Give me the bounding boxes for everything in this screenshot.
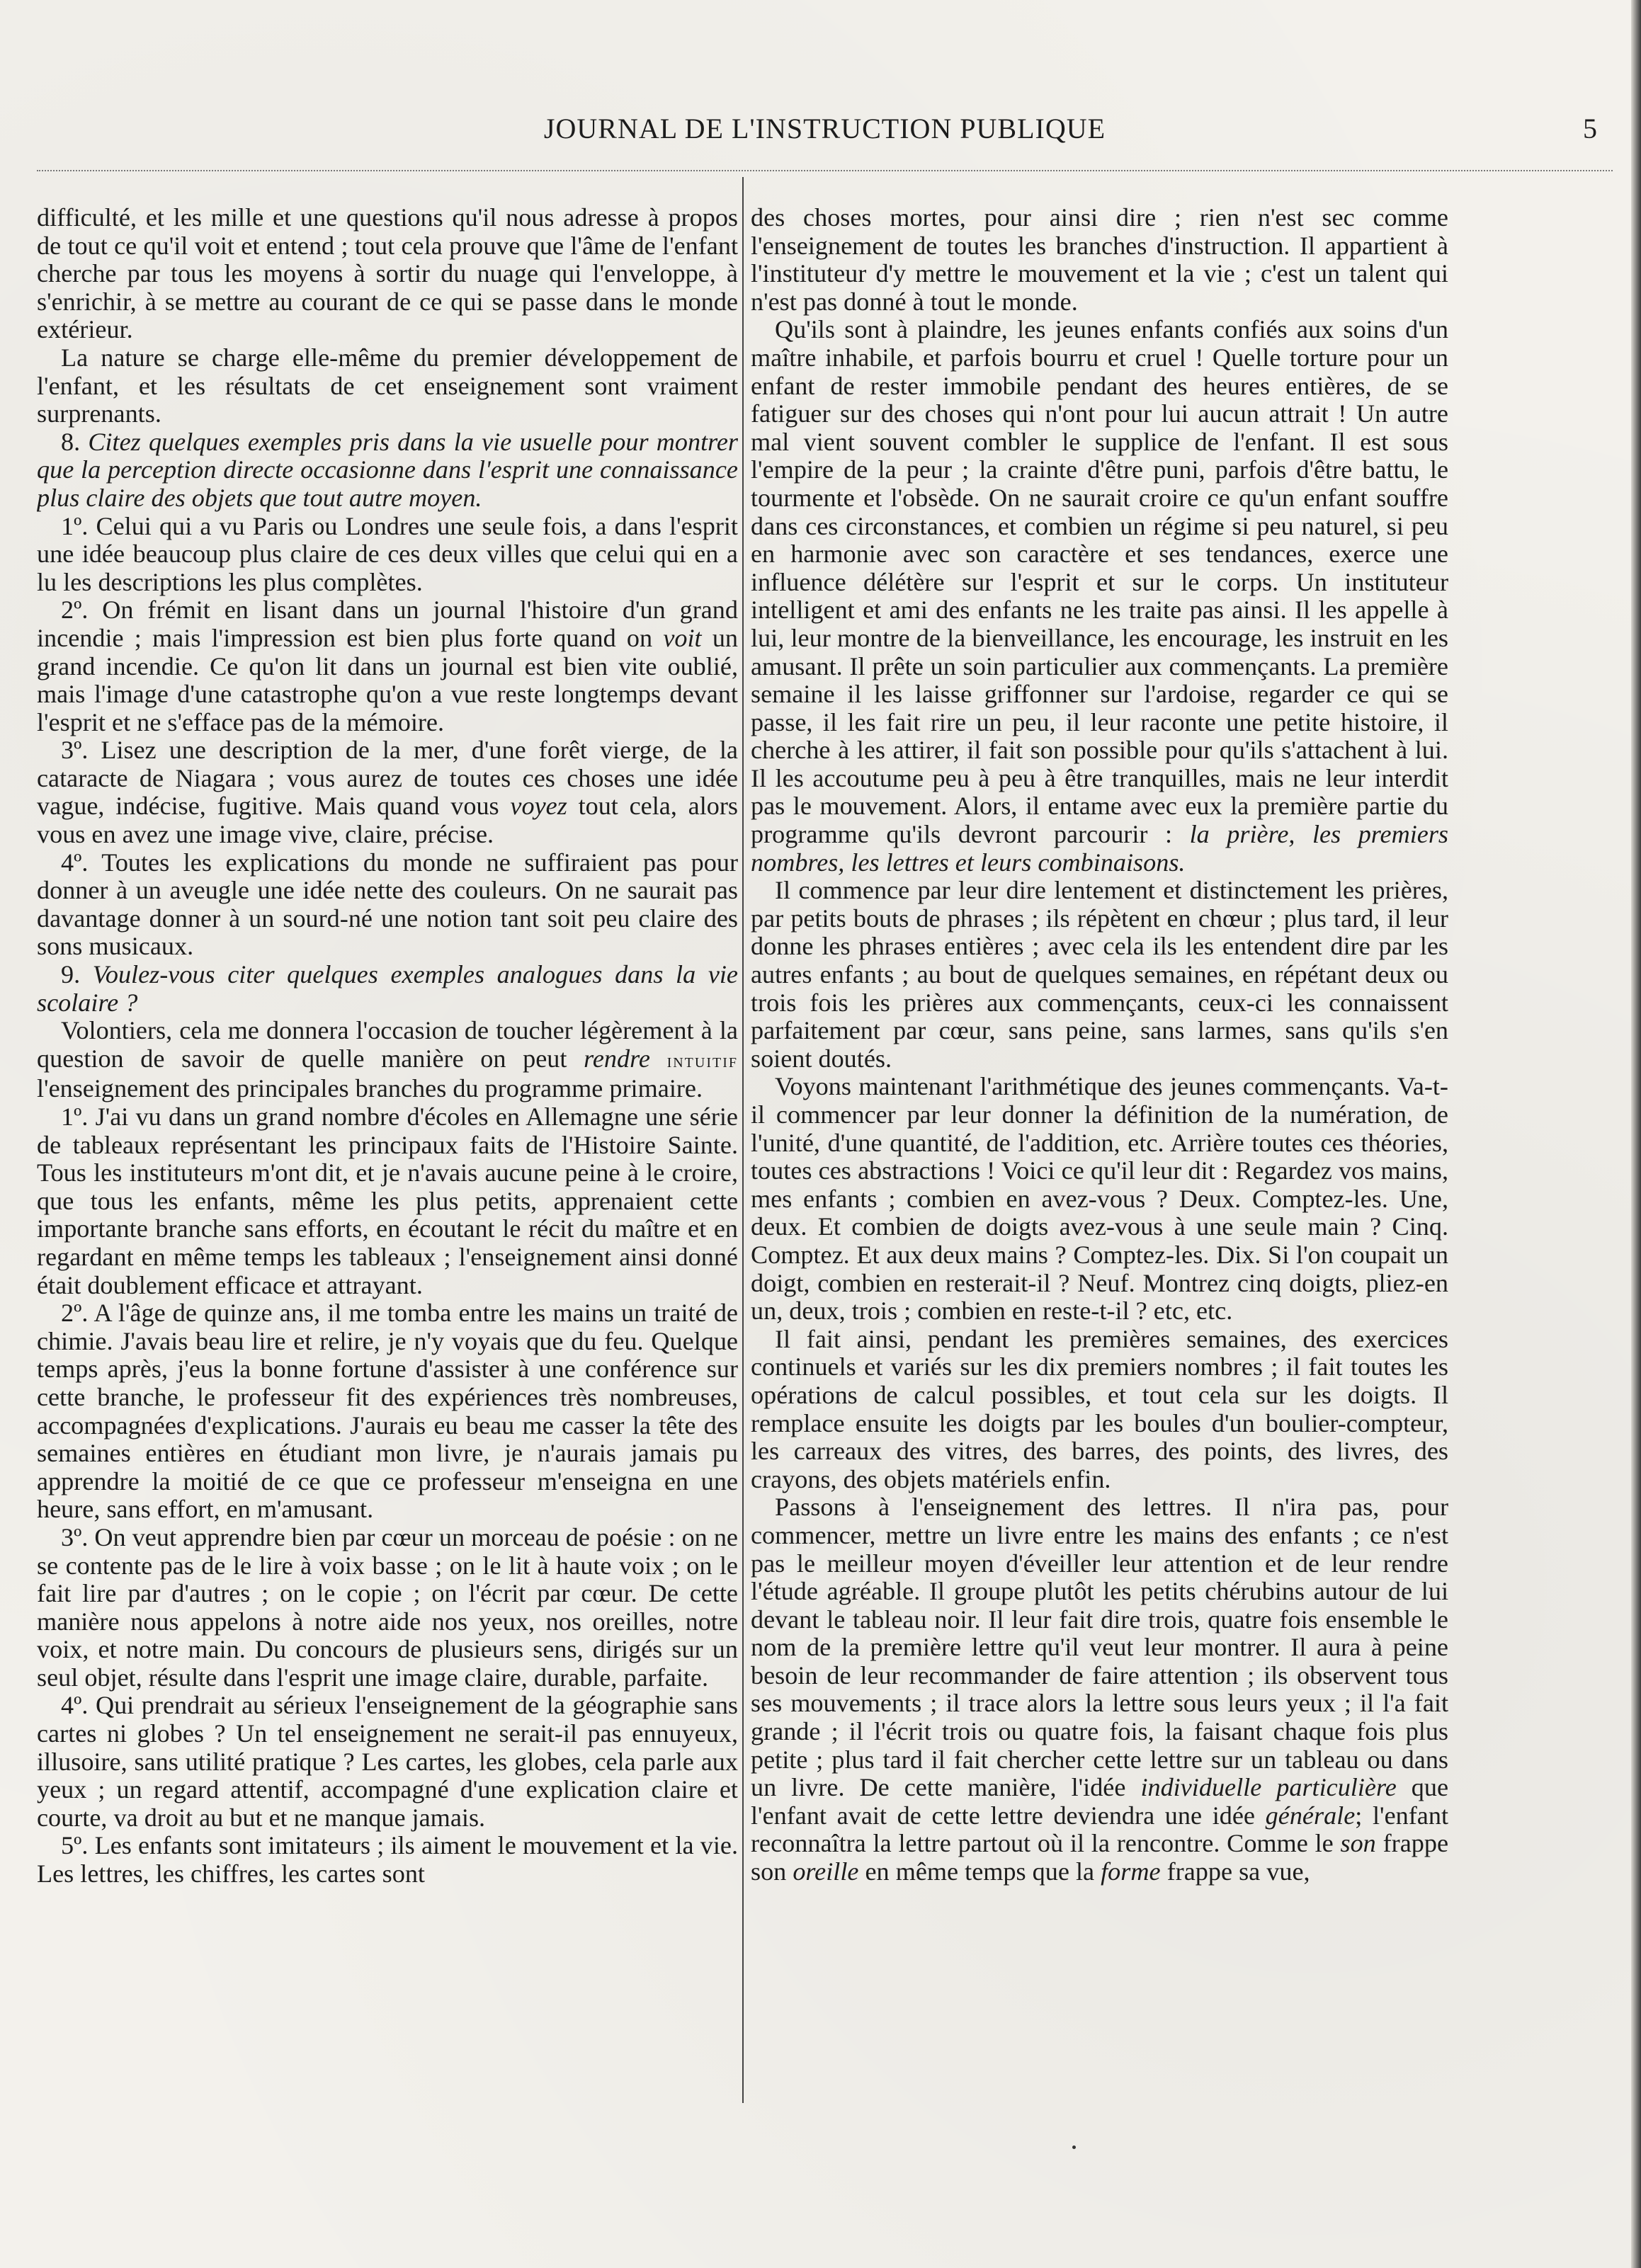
answer-item xyxy=(37,736,738,848)
header-rule xyxy=(37,170,1613,171)
answer-item: 4º. Qui prendrait au sérieux l'enseignement de la géographie sans cartes ni globes ? Un tel enseignement ne serait-il pas ennuyeux, illusoire, sans utilité pratique ? Les cartes, les globes, cela parle aux yeux ; un regard attentif, accompagné d'une explication claire et courte, va droit au but et ne manque jamais. xyxy=(37,1691,738,1832)
small-caps-word: intuitif xyxy=(666,1049,738,1072)
text-run: 2º. On frémit en lisant dans un journal l'histoire d'un grand incendie ; mais l'impression est bien plus forte quand on xyxy=(37,596,738,652)
emphasis: forme xyxy=(1101,1857,1161,1886)
left-column xyxy=(37,204,738,2109)
answer-item xyxy=(37,1017,738,1103)
answer-item: 3º. On veut apprendre bien par cœur un morceau de poésie : on ne se contente pas de le lire à voix basse ; on le lit à haute voix ; on le fait lire par d'autres ; on le copie ; on l'écrit par cœur. De cette manière nous appelons à notre aide nos yeux, nos oreilles, notre voix, et notre main. Du concours de plusieurs sens, dirigés sur un seul objet, résulte dans l'esprit une image claire, durable, parfaite. xyxy=(37,1522,738,1692)
answer-item: 4º. Toutes les explications du monde ne suffiraient pas pour donner à un aveugle une idée nette des couleurs. On ne saurait pas davantage donner à un sourd-né une notion tant soit peu claire des sons musicaux. xyxy=(37,848,738,961)
emphasis: rendre xyxy=(584,1044,650,1073)
text-run: frappe sa vue, xyxy=(1166,1857,1310,1886)
paragraph: difficulté, et les mille et une questions qu'il nous adresse à propos de tout ce qu'il voit et entend ; tout cela prouve que l'âme de l'enfant cherche par tous les moyens à sortir du nuage qui l'enveloppe, à s'enrichir, à se mettre au courant de ce qui se passe dans le monde extérieur. xyxy=(37,204,738,344)
emphasis: voyez xyxy=(510,792,567,821)
question-number: 9. xyxy=(61,960,81,989)
emphasis: son xyxy=(1340,1829,1376,1858)
text-run: que l'enfant avait de cette lettre deviendra une idée xyxy=(751,1773,1448,1830)
answer-item: 2º. A l'âge de quinze ans, il me tomba entre les mains un traité de chimie. J'avais beau lire et relire, je n'y voyais que du feu. Quelque temps après, j'eus la bonne fortune d'assister à une conférence sur cette branche, le professeur fit des expériences très nombreuses, accompagnées d'explications. J'aurais eu beau me casser la tête des semaines entières en étudiant mon livre, je n'aurais jamais pu apprendre la moitié de ce que ce professeur m'enseigna en une heure, sans effort, en m'amusant. xyxy=(37,1299,738,1524)
question-number: 8. xyxy=(61,427,81,456)
emphasis: individuelle particulière xyxy=(1140,1773,1397,1802)
question-text: Voulez-vous citer quelques exemples analogues dans la vie scolaire ? xyxy=(37,960,738,1017)
page-number: 5 xyxy=(1583,113,1597,144)
emphasis: la prière, les premiers nombres, les lettres et leurs combinaisons. xyxy=(751,820,1448,877)
text-run: Qu'ils sont à plaindre, les jeunes enfants confiés aux soins d'un maître inhabile, et parfois bourru et cruel ! Quelle torture pour un enfant de rester immobile pendant des heures entières, de se fatiguer sur des choses qui n'ont pour lui aucun attrait ! Un autre mal vient souvent combler le supplice de l'enfant. Il est sous l'empire de la peur ; la crainte d'être puni, parfois d'être battu, le tourmente et l'obsède. On ne saurait croire ce qu'un enfant souffre dans ces circonstances, et combien un régime si peu naturel, si peu en harmonie avec son caractère et ses tendances, exerce une influence délétère sur l'esprit et sur le corps. Un instituteur intelligent et ami des enfants ne les traite pas ainsi. Il les appelle à lui, leur montre de la bienveillance, les encourage, les instruit en les amusant. Il prête un soin particulier aux commençants. La première semaine il les laisse griffonner sur l'ardoise, regarder ce qui se passe, il les fait rire un peu, il leur raconte une petite histoire, il cherche à les attirer, il fait son possible pour qu'ils s'attachent à lui. Il les accoutume peu à peu à être tranquilles, mais ne leur interdit pas le mouvement. Alors, il entame avec eux la première partie du programme qu'ils devront parcourir : xyxy=(751,315,1448,849)
emphasis: oreille xyxy=(793,1857,859,1886)
answer-item xyxy=(37,596,738,736)
column-divider xyxy=(742,177,744,2103)
text-run: en même temps que la xyxy=(865,1857,1095,1886)
question-text: Citez quelques exemples pris dans la vie usuelle pour montrer que la perception directe occasionne dans l'esprit une connaissance plus claire des objets que tout autre moyen. xyxy=(37,427,738,512)
paragraph xyxy=(751,316,1448,877)
text-run: 3º. Lisez une description de la mer, d'une forêt vierge, de la cataracte de Niagara ; vous aurez de toutes ces choses une idée vague, indécise, fugitive. Mais quand vous xyxy=(37,736,738,821)
question-9 xyxy=(37,961,738,1017)
ink-speck xyxy=(1072,2146,1076,2149)
answer-item: 1º. J'ai vu dans un grand nombre d'écoles en Allemagne une série de tableaux représentant les principaux faits de l'Histoire Sainte. Tous les instituteurs m'ont dit, et je n'avais aucune peine à le croire, que tous les enfants, même les plus petits, apprenaient cette importante branche sans efforts, en écoutant le récit du maître et en regardant en même temps les tableaux ; l'enseignement ainsi donné était doublement efficace et attrayant. xyxy=(37,1102,738,1299)
emphasis: générale xyxy=(1265,1801,1356,1830)
text-run: frappe son xyxy=(751,1829,1448,1886)
right-column xyxy=(751,204,1448,2109)
text-run: l'enseignement des principales branches du programme primaire. xyxy=(37,1074,703,1103)
journal-title: JOURNAL DE L'INSTRUCTION PUBLIQUE xyxy=(543,113,1106,144)
paragraph: Voyons maintenant l'arithmétique des jeunes commençants. Va-t-il commencer par leur donner la définition de la numération, de l'unité, d'une quantité, de l'addition, etc. Arrière toutes ces théories, toutes ces abstractions ! Voici ce qu'il leur dit : Regardez vos mains, mes enfants ; combien en avez-vous ? Deux. Comptez-les. Une, deux. Et combien de doigts avez-vous à une seule main ? Cinq. Comptez. Et aux deux mains ? Comptez-les. Dix. Si l'on coupait un doigt, combien en resterait-il ? Neuf. Montrez cinq doigts, pliez-en un, deux, trois ; combien en reste-t-il ? etc, etc. xyxy=(751,1072,1448,1326)
text-run: Volontiers, cela me donnera l'occasion de toucher légèrement à la question de savoir de quelle manière on peut xyxy=(37,1016,738,1073)
question-8 xyxy=(37,428,738,513)
text-run: un grand incendie. Ce qu'on lit dans un journal est bien vite oublié, mais l'image d'une catastrophe qu'on a vue reste longtemps devant l'esprit et ne s'efface pas de la mémoire. xyxy=(37,623,738,736)
text-run: Passons à l'enseignement des lettres. Il n'ira pas, pour commencer, mettre un livre entre les mains des enfants ; ce n'est pas le meilleur moyen d'éveiller leur attention et de leur rendre l'étude agréable. Il groupe plutôt les petits chérubins autour de lui devant le tableau noir. Il leur fait dire trois, quatre fois ensemble le nom de la première lettre qu'il veut leur montrer. Il aura à peine besoin de leur recommander de faire attention ; ils observent tous ses mouvements ; il trace alors la lettre sous leurs yeux ; il l'a fait grande ; il l'écrit trois ou quatre fois, la faisant chaque fois plus petite ; plus tard il fait chercher cette lettre sur un tableau ou dans un livre. De cette manière, l'idée xyxy=(751,1493,1448,1802)
answer-item: 1º. Celui qui a vu Paris ou Londres une seule fois, a dans l'esprit une idée beaucoup plus claire de ces deux villes que celui qui en a lu les descriptions les plus complètes. xyxy=(37,511,738,596)
page-edge-shadow xyxy=(1631,0,1641,2268)
text-run: ; l'enfant reconnaîtra la lettre partout où il la rencontre. Comme le xyxy=(751,1801,1448,1858)
paragraph: Il commence par leur dire lentement et distinctement les prières, par petits bouts de phrases ; ils répètent en chœur ; plus tard, il leur donne les phrases entières ; avec cela ils les entendent dire par les autres enfants ; au bout de quelques semaines, en répétant deux ou trois fois les prières aux commençants, ceux-ci les connaissent parfaitement par cœur, sans peine, sans larmes, sans qu'ils s'en soient doutés. xyxy=(751,876,1448,1073)
text-run: tout cela, alors vous en avez une image vive, claire, précise. xyxy=(37,792,738,849)
answer-item: 5º. Les enfants sont imitateurs ; ils aiment le mouvement et la vie. Les lettres, les chiffres, les cartes sont xyxy=(37,1831,738,1888)
page-header xyxy=(37,112,1613,161)
paragraph: des choses mortes, pour ainsi dire ; rien n'est sec comme l'enseignement de toutes les branches d'instruction. Il appartient à l'instituteur d'y mettre le mouvement et la vie ; c'est un talent qui n'est pas donné à tout le monde. xyxy=(751,204,1448,316)
paragraph: Il fait ainsi, pendant les premières semaines, des exercices continuels et variés sur les dix premiers nombres ; il fait toutes les opérations de calcul possibles, et tout cela sur les doigts. Il remplace ensuite les doigts par les boules d'un boulier-compteur, les carreaux des vitres, des barres, des points, des livres, des crayons, des objets matériels enfin. xyxy=(751,1324,1448,1493)
paragraph xyxy=(751,1493,1448,1886)
emphasis: voit xyxy=(663,623,702,652)
paragraph: La nature se charge elle-même du premier développement de l'enfant, et les résultats de cet enseignement sont vraiment surprenants. xyxy=(37,343,738,428)
